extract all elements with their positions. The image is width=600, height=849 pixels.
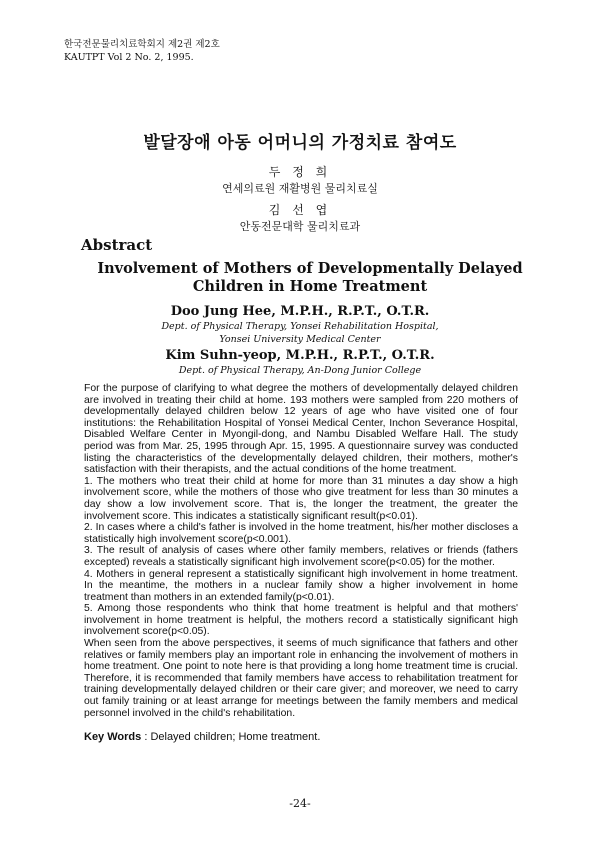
journal-english: KAUTPT Vol 2 No. 2, 1995.: [64, 52, 194, 63]
korean-title: 발달장애 아동 어머니의 가정치료 참여도: [143, 133, 457, 153]
english-author-1-name: Doo Jung Hee, M.P.H., R.P.T., O.T.R.: [170, 304, 430, 319]
key-words-separator: :: [141, 731, 151, 743]
abstract-paragraph: 2. In cases where a child's father is involved in the home treatment, his/her mother discloses a statistically high involvement score(p<0.001).: [84, 522, 518, 545]
journal-header: [64, 38, 220, 64]
korean-author-2-affiliation: 안동전문대학 물리치료과: [239, 220, 361, 233]
abstract-paragraph: 1. The mothers who treat their child at home for more than 31 minutes a day show a high involvement score, while the mothers of those who give treatment for less than 30 minutes a day show a low involvement score. That is, the longer the treatment, the greater the involvement score. This indicates a statistically significant result(p<0.01).: [84, 475, 518, 522]
key-words-value: Delayed children; Home treatment.: [150, 731, 321, 743]
korean-author-1-affiliation: 연세의료원 재활병원 물리치료실: [222, 182, 378, 195]
abstract-paragraph: 3. The result of analysis of cases where other family members, relatives or friends (fathers excepted) reveals a statistically significant high involvement score(p<0.05) for the mother.: [84, 545, 518, 568]
english-author-2-name: Kim Suhn-yeop, M.P.H., R.P.T., O.T.R.: [165, 348, 435, 363]
english-author-1-affiliation-line-2: Yonsei University Medical Center: [219, 334, 381, 345]
page-number: -24-: [289, 797, 311, 810]
abstract-paragraph: 5. Among those respondents who think that home treatment is helpful and that mothers' involvement in home treatment is helpful, the mothers record a statistically significant high involvement score(p<0.05).: [84, 603, 518, 638]
abstract-paragraph: When seen from the above perspectives, it seems of much significance that fathers and other relatives or family members play an important role in enhancing the involvement of mothers in home treatment. One point to note here is that providing a long home treatment time is crucial. Therefore, it is recommended that family members have access to rehabilitation treatment for training developmentally delayed children or their care giver; and moreover, we need to carry out family training or at least arrange for meetings between the family members and medical personnel involved in the child's rehabilitation.: [84, 638, 518, 719]
key-words-label: Key Words: [84, 731, 142, 743]
korean-author-2-name: 김 선 엽: [268, 203, 332, 217]
abstract-heading: Abstract: [81, 236, 153, 254]
journal-korean: 한국전문물리치료학회지 제2권 제2호: [64, 39, 220, 50]
abstract-body: [84, 383, 518, 719]
english-author-1-affiliation-line-1: Dept. of Physical Therapy, Yonsei Rehabilitation Hospital,: [161, 321, 439, 332]
abstract-paragraph: 4. Mothers in general represent a statistically significant high involvement in home treatment. In the meantime, the mothers in a nuclear family show a higher involvement in home treatment than mothers in an extended family(p<0.01).: [84, 568, 518, 603]
korean-author-1-name: 두 정 희: [268, 165, 332, 179]
abstract-paragraph: For the purpose of clarifying to what degree the mothers of developmentally delayed children are involved in treating their child at home. 193 mothers were sampled from 220 mothers of developmentally delayed children below 12 years of age who have visited one of four institutions: the Rehabilitation Hospital of Yonsei Medical Center, Inchon Severance Hospital, Disabled Welfare Center in Myongil-dong, and Nambu Disabled Welfare Hall. The study period was from Mar. 25, 1995 through Apr. 15, 1995. A questionnaire survey was conducted listing the characteristics of the developmentally delayed children, their mothers, mother's satisfaction with their therapists, and the actual conditions of the home treatment.: [84, 383, 518, 476]
key-words: [84, 731, 320, 743]
english-title: Involvement of Mothers of Developmentally Delayed Children in Home Treatment: [97, 260, 523, 295]
english-author-2-affiliation: Dept. of Physical Therapy, An-Dong Junior College: [178, 365, 422, 376]
